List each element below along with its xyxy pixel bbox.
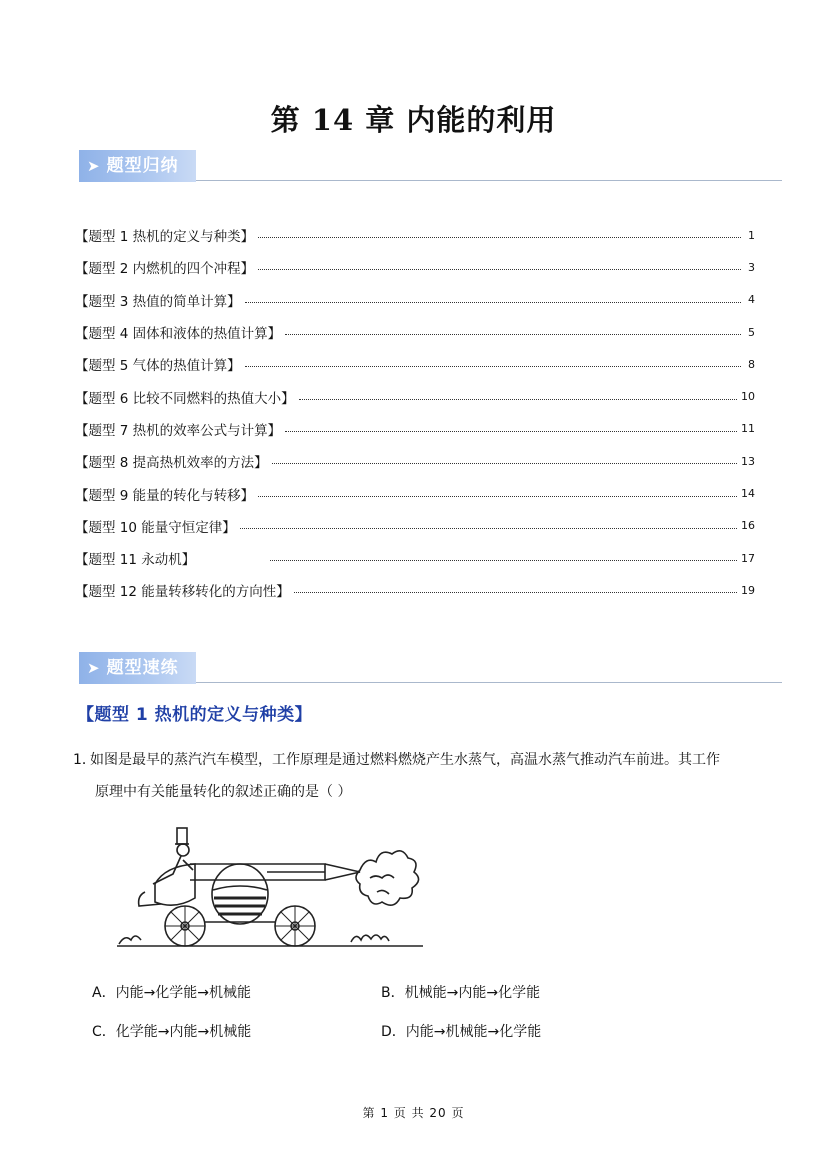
question-type-heading: 【题型 1 热机的定义与种类】 [77,705,313,725]
toc-item[interactable]: 【题型 7 热机的效率公式与计算】 11 [75,422,755,439]
toc-item[interactable]: 【题型 6 比较不同燃料的热值大小】 10 [75,390,755,407]
toc-item[interactable]: 【题型 4 固体和液体的热值计算】 5 [75,325,755,343]
option-c[interactable]: C．化学能→内能→机械能 [92,1024,252,1040]
question-text-line: 原理中有关能量转化的叙述正确的是（ ） [95,784,352,800]
option-a[interactable]: A．内能→化学能→机械能 [92,985,252,1001]
toc-item[interactable]: 【题型 12 能量转移转化的方向性】 19 [75,583,755,601]
question-number: 1． [73,752,96,768]
page-footer: 第 1 页 共 20 页 [362,1106,465,1120]
section-label: 题型速练 [106,658,179,678]
toc-item[interactable]: 【题型 5 气体的热值计算】 8 [75,357,755,375]
toc-item[interactable]: 【题型 11 永动机】 17 [75,551,755,569]
section-label: 题型归纳 [106,156,179,176]
section-tag [79,652,196,684]
section-banner-practice [79,652,782,684]
question-text-line: 如图是最早的蒸汽汽车模型，工作原理是通过燃料燃烧产生水蒸气，高温水蒸气推动汽车前进。其工作 [90,752,720,768]
option-b[interactable]: B．机械能→内能→化学能 [381,985,541,1001]
toc-item[interactable]: 【题型 10 能量守恒定律】 16 [75,519,755,536]
page-title: 第 14 章 内能的利用 [270,103,557,137]
arrow-right-icon: ➤ [87,659,101,677]
option-d[interactable]: D．内能→机械能→化学能 [381,1024,542,1040]
arrow-right-icon: ➤ [87,157,101,175]
section-banner-summary [79,150,782,182]
toc-item[interactable]: 【题型 2 内燃机的四个冲程】 3 [75,260,755,278]
toc-item[interactable]: 【题型 3 热值的简单计算】 4 [75,293,755,310]
toc-item[interactable]: 【题型 1 热机的定义与种类】 1 [75,228,755,246]
toc-item[interactable]: 【题型 9 能量的转化与转移】 14 [75,487,755,504]
section-tag [79,150,196,182]
table-of-contents [75,219,755,607]
toc-item[interactable]: 【题型 8 提高热机效率的方法】 13 [75,454,755,472]
question-1 [73,744,757,808]
steam-car-illustration [115,822,425,952]
